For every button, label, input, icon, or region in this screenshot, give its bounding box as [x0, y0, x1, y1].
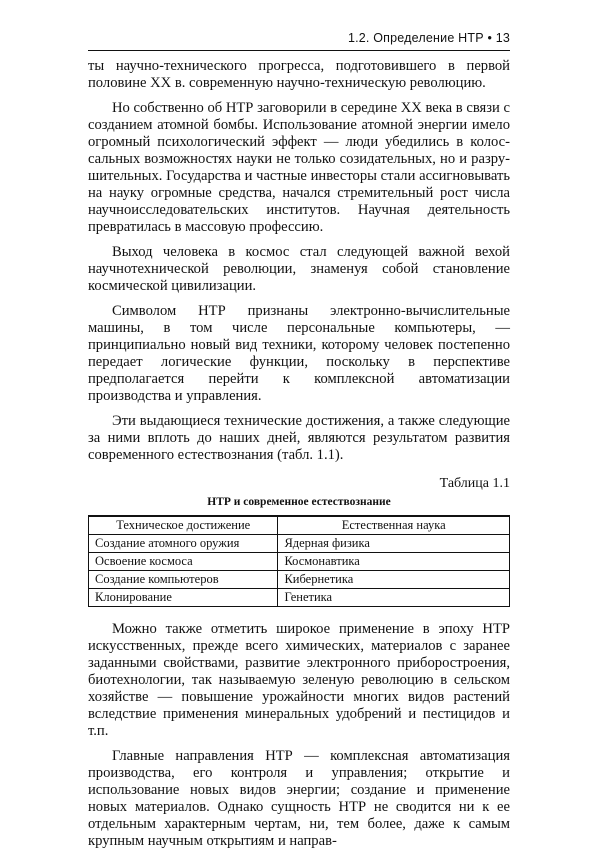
- table-cell: Создание атомного оружия: [89, 535, 278, 553]
- paragraph: Главные направления НТР — комплексная автоматизация производства, его контроля и управления; открытие и использование новых видов энергии; создание и применение новых материалов. Однако сущность НТР не сводится ни к ее отдельным характерным чертам, ни, тем более, даже к самым крупным научным открытиям и направ-: [88, 748, 510, 849]
- table-cell: Космонавтика: [278, 553, 510, 571]
- data-table: [88, 515, 510, 607]
- table-cell: Генетика: [278, 589, 510, 607]
- table-row: [89, 553, 510, 571]
- table-title: НТР и современное естествознание: [207, 496, 391, 508]
- paragraph: Эти выдающиеся технические достижения, а также следующие за ними вплоть до наших дней, являются результатом развития современного естествознания (табл. 1.1).: [88, 413, 510, 463]
- paragraph: Но собственно об НТР заговорили в середине XX века в связи с созданием атомной бомбы. Использование атомной энергии имело огромный психологический эффект — люди убедились в колоссальных возможностях науки не только созидательных, но и разрушительных. Государства и частные инвесторы стали ассигновывать на науку огромные средства, начался стремительный рост числа научноисследовательских институтов. Научная деятельность превратилась в массовую профессию.: [88, 100, 510, 235]
- table-row: [89, 589, 510, 607]
- paragraph: Выход человека в космос стал следующей важной вехой научнотехнической революции, знаменуя собой становление космической цивилизации.: [88, 244, 510, 294]
- table-header-cell: Техническое достижение: [89, 516, 278, 535]
- table-cell: Кибернетика: [278, 571, 510, 589]
- table-header-cell: Естественная наука: [278, 516, 510, 535]
- running-title: 1.2. Определение НТР • 13: [347, 31, 510, 45]
- paragraph: Символом НТР признаны электронно-вычислительные машины, в том числе персональные компьютеры, — принципиально новый вид техники, которому человек постепенно передает логические функции, поскольку в перспективе предполагается перейти к комплексной автоматизации производства и управления.: [88, 303, 510, 404]
- running-header: [88, 28, 510, 51]
- table-cell: Клонирование: [89, 589, 278, 607]
- table-cell: Ядерная физика: [278, 535, 510, 553]
- paragraph: ты научно-технического прогресса, подготовившего в первой половине XX в. современную научно-техническую революцию.: [88, 58, 510, 91]
- table-row: [89, 571, 510, 589]
- table-header-row: [89, 516, 510, 535]
- table-cell: Создание компьютеров: [89, 571, 278, 589]
- table-cell: Освоение космоса: [89, 553, 278, 571]
- table-label: Таблица 1.1: [439, 476, 510, 491]
- body-text: [88, 58, 510, 850]
- table-row: [89, 535, 510, 553]
- paragraph: Можно также отметить широкое применение в эпоху НТР искусственных, прежде всего химических, материалов с заранее заданными свойствами, развитие электронного приборостроения, биотехнологии, так называемую зеленую революцию в сельском хозяйстве — повышение урожайности многих видов растений вследствие применения минеральных удобрений и пестицидов и т.п.: [88, 621, 510, 739]
